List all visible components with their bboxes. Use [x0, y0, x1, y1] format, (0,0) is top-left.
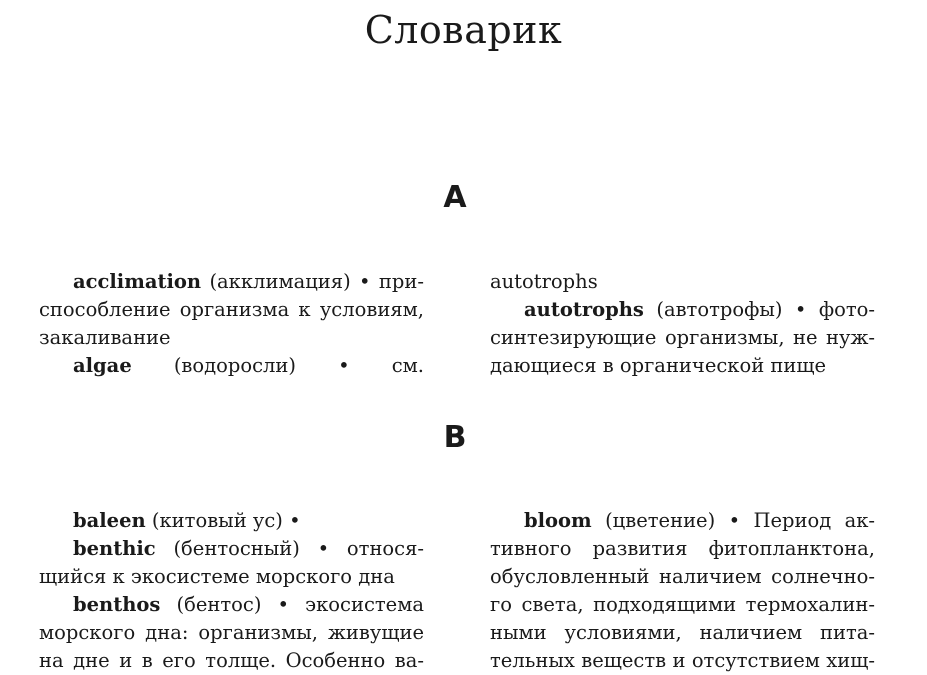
entry-term: autotrophs	[524, 298, 644, 321]
entry-text-line: способление организма к условиям,	[39, 298, 424, 321]
page-title: Словарик	[364, 8, 563, 52]
entry-text-line: autotrophs	[490, 270, 598, 293]
entry-benthic	[39, 535, 424, 563]
section-a-right-column	[490, 268, 875, 380]
entry-term: bloom	[524, 509, 592, 532]
entry-text-line: на дне и в его толще. Особенно ва-	[39, 649, 424, 672]
entry-definition: (китовый ус) •	[145, 509, 301, 532]
entry-text-line: тивного развития фитопланктона,	[490, 537, 875, 560]
entry-text-line: го света, подходящими термохалин-	[490, 593, 875, 616]
entry-text-line: щийся к экосистеме морского дна	[39, 565, 395, 588]
entry-text-line: тельных веществ и отсутствием хищ-	[490, 649, 875, 672]
section-letter-a: A	[443, 180, 467, 215]
section-letter-b: B	[443, 420, 467, 455]
section-b-left-column	[39, 507, 424, 675]
entry-term: benthic	[73, 537, 156, 560]
entry-term: baleen	[73, 509, 146, 532]
section-b-right-column	[490, 507, 875, 675]
entry-text-line: морского дна: организмы, живущие	[39, 621, 424, 644]
entry-text-line: обусловленный наличием солнечно-	[490, 565, 875, 588]
entry-autotrophs	[490, 296, 875, 324]
section-a-left-column	[39, 268, 424, 380]
entry-term: acclimation	[73, 270, 202, 293]
entry-definition: (цветение) • Период ак-	[591, 509, 875, 532]
entry-definition: (водоросли) • см.	[173, 354, 424, 377]
entry-definition: (бентосный) • относя-	[155, 537, 424, 560]
entry-text-line: ными условиями, наличием пита-	[490, 621, 875, 644]
entry-definition: (акклимация) • при-	[201, 270, 424, 293]
entry-text-line: закаливание	[39, 326, 171, 349]
entry-benthos	[39, 591, 424, 619]
entry-text-line: синтезирующие организмы, не нуж-	[490, 326, 875, 349]
entry-term: benthos	[73, 593, 161, 616]
entry-acclimation	[39, 268, 424, 296]
entry-algae	[39, 352, 424, 380]
entry-baleen	[39, 507, 424, 535]
entry-text-line: дающиеся в органической пище	[490, 354, 827, 377]
entry-bloom	[490, 507, 875, 535]
entry-definition: (бентос) • экосистема	[160, 593, 424, 616]
entry-term: algae	[73, 354, 132, 377]
entry-definition: (автотрофы) • фото-	[643, 298, 875, 321]
